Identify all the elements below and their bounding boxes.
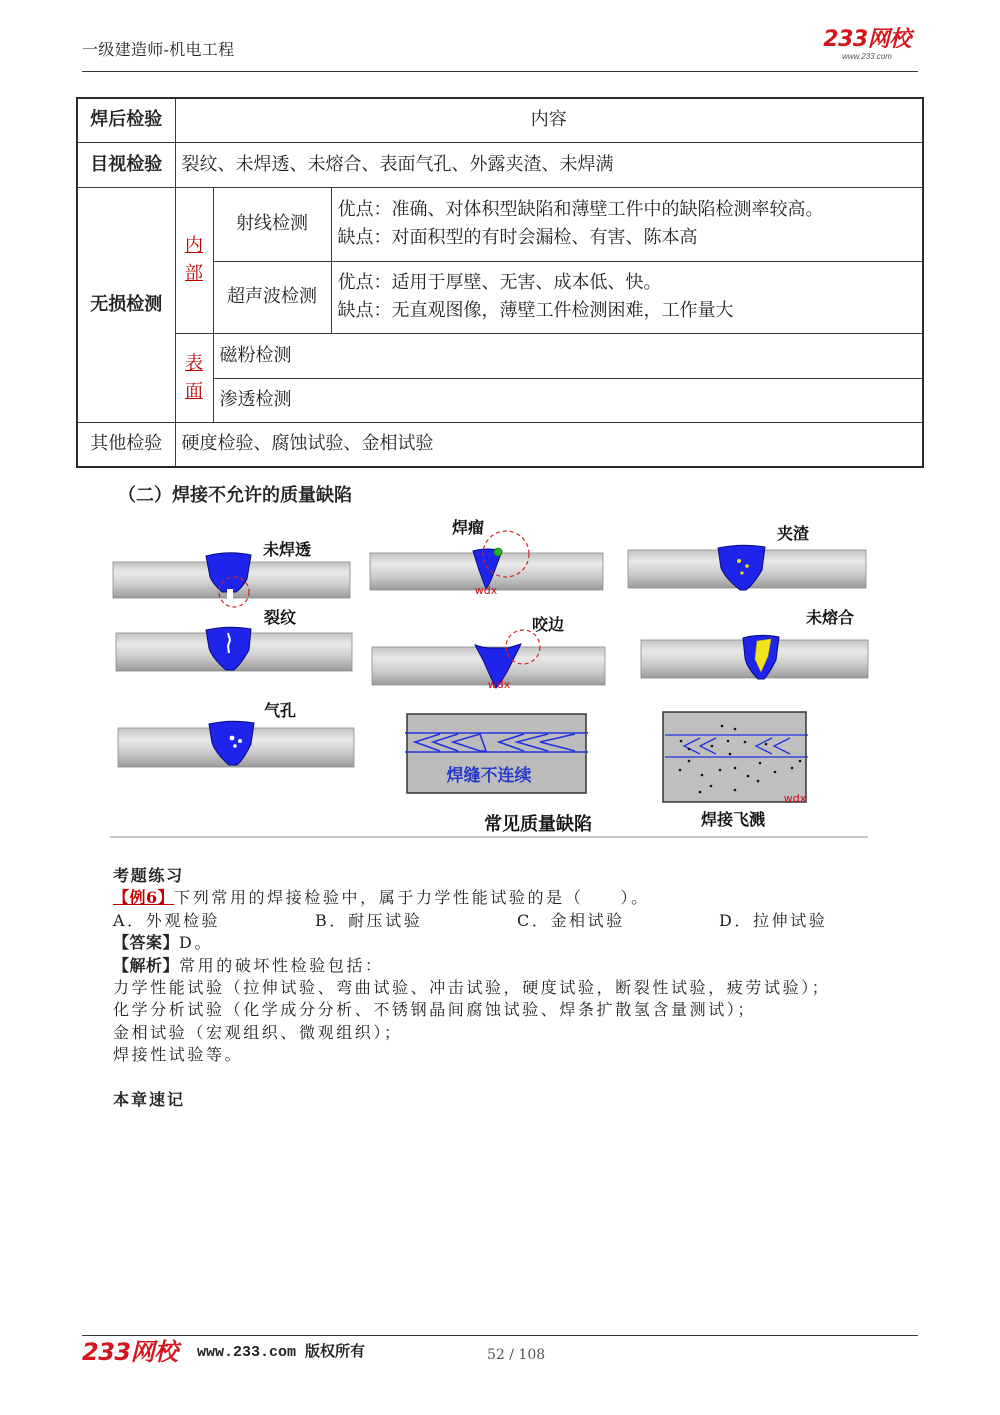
answer-value: D。	[179, 933, 214, 953]
method-ultrasonic: 超声波检测	[213, 261, 331, 333]
defect-crack	[116, 608, 352, 671]
row-label-visual: 目视检验	[77, 142, 175, 187]
page-number: 52 / 108	[487, 1347, 546, 1363]
weld-defects-diagram	[0, 500, 1000, 850]
table-row	[77, 187, 923, 261]
ndt-surface-label: 表面	[184, 352, 203, 402]
slag-particle	[737, 559, 741, 563]
spatter-dot	[699, 791, 702, 794]
question-stem: 下列常用的焊接检验中，属于力学性能试验的是（ ）。	[174, 888, 650, 908]
row-label-other: 其他检验	[77, 422, 175, 467]
header-cell-content: 内容	[175, 98, 923, 142]
label-incomplete-penetration: 未焊透	[262, 540, 312, 559]
spatter-dot	[688, 748, 691, 751]
method-penetrant: 渗透检测	[213, 378, 923, 422]
label-crack: 裂纹	[263, 608, 297, 627]
exam-options	[113, 910, 933, 932]
analysis-line: 焊接性试验等。	[113, 1045, 244, 1065]
chapter-notes-heading: 本章速记	[113, 1090, 186, 1109]
spatter-dot	[734, 767, 737, 770]
analysis-tag: 【解析】	[113, 955, 180, 975]
spatter-dot	[799, 760, 802, 763]
slag-particle	[740, 571, 743, 574]
spatter-dot	[734, 789, 737, 792]
spatter-dot	[729, 753, 732, 756]
ultrasonic-cons: 缺点：无直观图像，薄壁工件检测困难，工作量大	[337, 300, 734, 321]
ndt-surface-cell	[175, 333, 213, 422]
ultrasonic-pros: 优点：适用于厚壁、无害、成本低、快。	[337, 272, 662, 293]
spatter-dot	[711, 745, 714, 748]
defect-discontinuous-weld	[405, 714, 588, 793]
label-discontinuous-weld: 焊缝不连续	[446, 766, 532, 786]
ndt-internal-cell	[175, 187, 213, 333]
method-magnetic-particle: 磁粉检测	[213, 333, 923, 378]
spatter-dot	[679, 769, 682, 772]
spatter-dot	[734, 728, 737, 731]
analysis-intro: 常用的破坏性检验包括：	[179, 955, 384, 975]
answer-tag: 【答案】	[113, 933, 180, 953]
spatter-dot	[765, 743, 768, 746]
method-ultrasonic-detail	[331, 261, 923, 333]
weld-inspection-table	[76, 97, 924, 468]
defect-incomplete-penetration	[113, 540, 350, 607]
label-weld-overlap: 焊瘤	[451, 518, 485, 537]
label-spatter: 焊接飞溅	[700, 810, 766, 829]
table-row	[77, 333, 923, 378]
exam-heading: 考题练习	[113, 866, 184, 885]
footer-url: www.233.com	[197, 1344, 297, 1361]
section-title: （二）焊接不允许的质量缺陷	[118, 485, 352, 506]
page-header-title: 一级建造师-机电工程	[82, 40, 235, 59]
table-row	[77, 142, 923, 187]
header-logo-text: 233网校	[823, 27, 911, 52]
label-slag-inclusion: 夹渣	[776, 524, 810, 543]
spatter-dot	[710, 785, 713, 788]
spatter-dot	[791, 767, 794, 770]
spatter-dot	[747, 775, 750, 778]
analysis-line: 化学分析试验（化学成分分析、不锈钢晶间腐蚀试验、焊条扩散氢含量测试）；	[113, 1000, 757, 1020]
label-undercut: 咬边	[531, 615, 565, 634]
table-row	[77, 422, 923, 467]
option-a: A．外观检验	[113, 910, 221, 930]
pore	[238, 739, 242, 743]
spatter-dot	[759, 762, 762, 765]
exam-answer	[113, 932, 933, 954]
header-cell-inspection: 焊后检验	[77, 98, 175, 142]
footer-divider	[82, 1335, 918, 1336]
option-d: D．拉伸试验	[719, 910, 828, 930]
diagram-caption: 常见质量缺陷	[484, 814, 592, 835]
spatter-dot	[680, 740, 683, 743]
header-divider	[82, 71, 918, 72]
overlap-bead	[494, 548, 502, 556]
row-content-other: 硬度检验、腐蚀试验、金相试验	[175, 422, 923, 467]
label-porosity: 气孔	[263, 701, 297, 720]
spatter-dot	[774, 771, 777, 774]
penetration-gap	[227, 589, 233, 600]
spatter-dot	[744, 741, 747, 744]
defect-undercut	[372, 615, 605, 691]
exam-question	[113, 887, 933, 909]
footer-logo: 233网校	[82, 1338, 178, 1366]
option-b: B．耐压试验	[315, 910, 423, 930]
spatter-dot	[688, 760, 691, 763]
footer-copyright: 版权所有	[305, 1344, 366, 1361]
ndt-internal-label: 内部	[184, 235, 203, 284]
defect-incomplete-fusion	[641, 608, 868, 679]
radiographic-cons: 缺点：对面积型的有时会漏检、有害、陈本高	[337, 227, 698, 248]
spatter-dot	[719, 769, 722, 772]
row-content-visual: 裂纹、未焊透、未熔合、表面气孔、外露夹渣、未焊满	[175, 142, 923, 187]
header-logo	[812, 28, 922, 61]
method-radiographic: 射线检测	[213, 187, 331, 261]
method-radiographic-detail	[331, 187, 923, 261]
defect-spatter	[663, 712, 808, 805]
spatter-dot	[721, 725, 724, 728]
question-tag: 【例6】	[113, 888, 175, 908]
slag-particle	[745, 564, 749, 568]
wdx-mark: wdx	[487, 678, 511, 691]
defect-weld-overlap	[370, 518, 603, 597]
analysis-line: 金相试验（宏观组织、微观组织）；	[113, 1022, 403, 1042]
spatter-dot	[701, 774, 704, 777]
analysis-line: 力学性能试验（拉伸试验、弯曲试验、冲击试验，硬度试验，断裂性试验，疲劳试验）；	[113, 978, 831, 998]
pore	[233, 744, 237, 748]
wdx-mark: wdx	[474, 584, 498, 597]
radiographic-pros: 优点：准确、对体积型缺陷和薄壁工件中的缺陷检测率较高。	[337, 199, 824, 220]
exam-practice	[113, 865, 933, 1067]
defect-slag-inclusion	[628, 524, 866, 590]
pore	[230, 736, 235, 741]
exam-analysis	[113, 955, 933, 977]
spatter-dot	[727, 740, 730, 743]
spatter-dot	[757, 780, 760, 783]
row-label-ndt: 无损检测	[77, 187, 175, 422]
label-incomplete-fusion: 未熔合	[805, 608, 855, 627]
table-header-row	[77, 98, 923, 142]
option-c: C．金相试验	[517, 910, 625, 930]
header-logo-url: www.233.com	[842, 52, 892, 61]
defect-porosity	[118, 701, 354, 767]
footer-site	[197, 1343, 365, 1363]
wdx-mark: wdx	[783, 792, 807, 805]
